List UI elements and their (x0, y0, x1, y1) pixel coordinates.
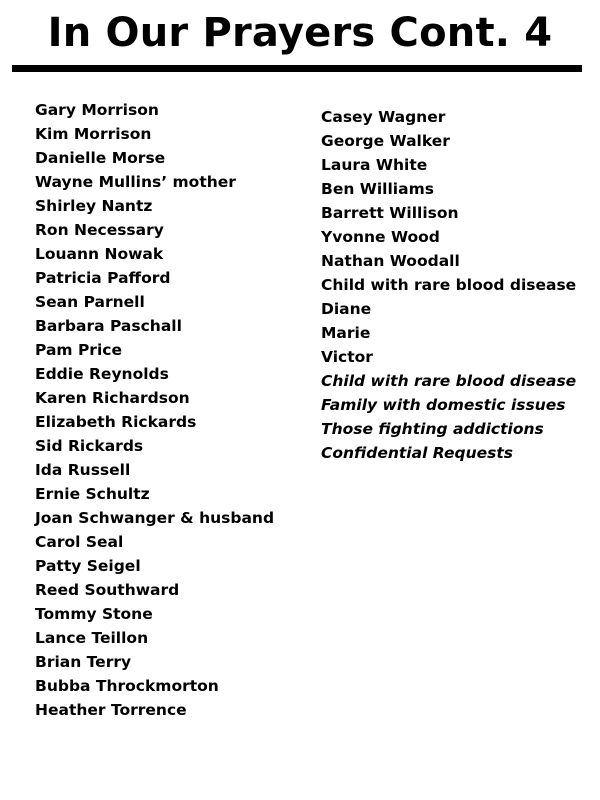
prayer-list-item: Child with rare blood disease (321, 276, 577, 294)
prayer-list-right (321, 105, 591, 465)
prayer-list-item: Diane (321, 300, 372, 318)
prayer-list-item: Nathan Woodall (321, 252, 460, 270)
prayer-list-item: Karen Richardson (35, 389, 190, 407)
prayer-list-item: Eddie Reynolds (35, 365, 169, 383)
prayer-list-item: Elizabeth Rickards (35, 413, 197, 431)
prayer-list-item: Wayne Mullins’ mother (35, 173, 236, 191)
prayer-list-item: Those fighting addictions (321, 420, 544, 438)
prayer-list-item: Lance Teillon (35, 629, 149, 647)
prayer-list-item: Ida Russell (35, 461, 131, 479)
prayer-list-item: Bubba Throckmorton (35, 677, 219, 695)
prayer-list-item: Casey Wagner (321, 108, 446, 126)
prayer-list-item: Patricia Pafford (35, 269, 171, 287)
prayer-list-item: Danielle Morse (35, 149, 166, 167)
prayer-list-item: Victor (321, 348, 373, 366)
prayer-list-item: Brian Terry (35, 653, 132, 671)
prayer-list-item: Confidential Requests (321, 444, 513, 462)
prayer-list-item: Marie (321, 324, 371, 342)
prayer-list-item: Ron Necessary (35, 221, 164, 239)
prayer-list-item: Yvonne Wood (321, 228, 440, 246)
prayer-list-item: Family with domestic issues (321, 396, 566, 414)
prayer-list-item: Ben Williams (321, 180, 434, 198)
prayer-list-item: Heather Torrence (35, 701, 187, 719)
page-title: In Our Prayers Cont. 4 (47, 10, 553, 56)
prayer-list-item: Ernie Schultz (35, 485, 150, 503)
prayer-list-item: Joan Schwanger & husband (35, 509, 275, 527)
prayer-list-left (35, 98, 300, 722)
prayer-list-item: Laura White (321, 156, 428, 174)
prayer-list-item: Pam Price (35, 341, 122, 359)
prayer-list-item: Barbara Paschall (35, 317, 182, 335)
prayer-list-item: George Walker (321, 132, 450, 150)
prayer-list-item: Carol Seal (35, 533, 124, 551)
prayer-list-item: Sean Parnell (35, 293, 145, 311)
prayer-list-item: Reed Southward (35, 581, 180, 599)
prayer-list-item: Shirley Nantz (35, 197, 153, 215)
prayer-list-item: Barrett Willison (321, 204, 459, 222)
prayer-list-item: Tommy Stone (35, 605, 153, 623)
prayer-list-item: Louann Nowak (35, 245, 164, 263)
title-divider (12, 65, 582, 72)
prayer-list-item: Child with rare blood disease (321, 372, 577, 390)
prayer-list-item: Sid Rickards (35, 437, 144, 455)
prayer-list-item: Kim Morrison (35, 125, 152, 143)
prayer-list-item: Gary Morrison (35, 101, 159, 119)
prayer-list-item: Patty Seigel (35, 557, 141, 575)
